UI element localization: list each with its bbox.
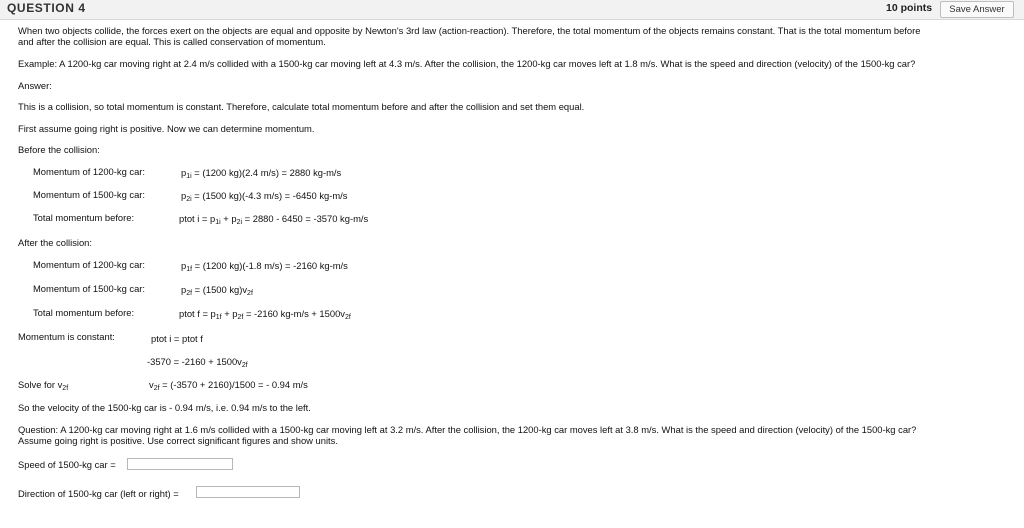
before-heading: Before the collision: <box>18 144 100 155</box>
before-total-label: Total momentum before: <box>33 212 135 223</box>
after-total-label: Total momentum before: <box>33 307 135 318</box>
solve-label: Solve for $v_{2f}$ <box>18 379 69 392</box>
constant-equation-1: ptot i = ptot f <box>151 333 203 344</box>
assumption-text: First assume going right is positive. Now we can determine momentum. <box>18 123 315 134</box>
before-row-1-label: Momentum of 1200-kg car: <box>33 166 146 177</box>
direction-input[interactable] <box>196 486 300 498</box>
conclusion-text: So the velocity of the 1500-kg car is - 0.94 m/s, i.e. 0.94 m/s to the left. <box>18 402 311 413</box>
speed-label: Speed of 1500-kg car = <box>18 459 116 470</box>
after-row-2-equation: $p_{2f} = (1500$ $kg)v_{2f}$ <box>181 284 253 297</box>
example-text: Example: A 1200-kg car moving right at 2.4 m/s collided with a 1500-kg car moving left at 4.3 m/s. After the collision, the 1200-kg car moves left at 1.8 m/s. What is the speed and direction (velocity) of the 1500-kg car? <box>18 58 916 69</box>
after-row-1-equation: $p_{1f} = (1200$ kg)(-1.8 m/s) = -2160 kg-m/s <box>181 260 348 273</box>
after-row-1-label: Momentum of 1200-kg car: <box>33 259 146 270</box>
before-row-2-equation: $p_{2i} = (1500$ kg)(-4.3 m/s) = -6450 kg-m/s <box>181 190 348 203</box>
solve-equation: $v_{2f} = (-3570 + 2160)/1500$ = - 0.94 m/s <box>149 379 308 392</box>
before-row-2-label: Momentum of 1500-kg car: <box>33 189 146 200</box>
before-row-1-equation: $p_{1i} = (1200$ kg)(2.4 m/s) = 2880 kg-m/s <box>181 167 342 180</box>
after-total-equation: ptot $f = p_{1f} + p_{2f} = -2160$ $kg-m/s + 1500v_{2f}$ <box>179 308 351 321</box>
intro-line-1: When two objects collide, the forces exert on the objects are equal and opposite by Newton's 3rd law (action-reaction). Therefore, the total momentum of the objects remains constant. That is the total momentum before <box>18 25 921 36</box>
question-header <box>0 0 1024 20</box>
question-line-1: Question: A 1200-kg car moving right at 1.6 m/s collided with a 1500-kg car moving left at 3.2 m/s. After the collision, the 1200-kg car moves left at 3.8 m/s. What is the speed and direction (velocity) of the 1500-kg car? <box>18 424 917 435</box>
save-answer-button[interactable]: Save Answer <box>940 1 1014 18</box>
after-heading: After the collision: <box>18 237 92 248</box>
after-row-2-label: Momentum of 1500-kg car: <box>33 283 146 294</box>
answer-label: Answer: <box>18 80 52 91</box>
question-title: QUESTION 4 <box>7 1 86 15</box>
direction-label: Direction of 1500-kg car (left or right) = <box>18 488 179 499</box>
speed-input[interactable] <box>127 458 233 470</box>
points-label: 10 points <box>886 2 933 14</box>
constant-equation-2: $-3570 = -2160 + 1500v_{2f}$ <box>147 356 248 369</box>
constant-label: Momentum is constant: <box>18 331 115 342</box>
explanation-text: This is a collision, so total momentum is constant. Therefore, calculate total momentum before and after the collision and set them equal. <box>18 101 585 112</box>
question-line-2: Assume going right is positive. Use correct significant figures and show units. <box>18 435 338 446</box>
intro-line-2: and after the collision are equal. This is called conservation of momentum. <box>18 36 326 47</box>
before-total-equation: ptot $i = p_{1i} + p_{2i} = 2880 - 6450 = -3570$ kg-m/s <box>179 213 369 226</box>
